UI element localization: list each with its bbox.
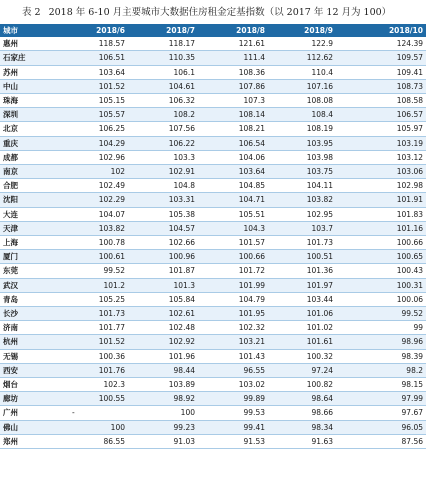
value-2018-10-cell: 103.06 <box>336 165 426 179</box>
value-2018-8-cell: 111.4 <box>198 51 268 65</box>
value-2018-10-cell: 109.41 <box>336 65 426 79</box>
city-cell: 佛山 <box>0 420 62 434</box>
caption-label: 表 2 <box>22 7 41 18</box>
value-2018-7-cell: 104.61 <box>128 79 198 93</box>
table-body <box>0 37 426 448</box>
value-2018-7-cell: 105.84 <box>128 292 198 306</box>
value-2018-10-cell: 100.66 <box>336 236 426 250</box>
value-2018-6-cell: 103.82 <box>62 221 128 235</box>
value-2018-8-cell: 107.86 <box>198 79 268 93</box>
table-row <box>0 193 426 207</box>
table-row <box>0 250 426 264</box>
value-2018-7-cell: 104.8 <box>128 179 198 193</box>
value-2018-8-cell: 108.14 <box>198 108 268 122</box>
value-2018-8-cell: 101.99 <box>198 278 268 292</box>
city-cell: 南京 <box>0 165 62 179</box>
city-cell: 石家庄 <box>0 51 62 65</box>
value-2018-8-cell: 103.21 <box>198 335 268 349</box>
value-2018-8-cell: 101.57 <box>198 236 268 250</box>
value-2018-10-cell: 100.06 <box>336 292 426 306</box>
value-2018-6-cell: 105.25 <box>62 292 128 306</box>
value-2018-7-cell: 101.87 <box>128 264 198 278</box>
value-2018-10-cell: 96.05 <box>336 420 426 434</box>
value-2018-7-cell: 107.56 <box>128 122 198 136</box>
value-2018-9-cell: 122.9 <box>268 37 336 51</box>
value-2018-7-cell: 98.92 <box>128 392 198 406</box>
value-2018-7-cell: 106.22 <box>128 136 198 150</box>
value-2018-6-cell: 99.52 <box>62 264 128 278</box>
value-2018-6-cell: 103.64 <box>62 65 128 79</box>
table-row <box>0 378 426 392</box>
table-row <box>0 349 426 363</box>
value-2018-7-cell: 103.89 <box>128 378 198 392</box>
value-2018-10-cell: 98.39 <box>336 349 426 363</box>
value-2018-9-cell: 101.73 <box>268 236 336 250</box>
value-2018-7-cell: 101.3 <box>128 278 198 292</box>
value-2018-8-cell: 99.41 <box>198 420 268 434</box>
column-header-2018-7: 2018/7 <box>128 24 198 37</box>
value-2018-9-cell: 108.19 <box>268 122 336 136</box>
value-2018-9-cell: 101.36 <box>268 264 336 278</box>
value-2018-7-cell: 98.44 <box>128 363 198 377</box>
value-2018-10-cell: 108.73 <box>336 79 426 93</box>
value-2018-8-cell: 121.61 <box>198 37 268 51</box>
table-row <box>0 37 426 51</box>
value-2018-6-cell: 101.77 <box>62 321 128 335</box>
value-2018-6-cell: 102 <box>62 165 128 179</box>
column-header-city: 城市 <box>0 24 62 37</box>
value-2018-7-cell: 102.48 <box>128 321 198 335</box>
value-2018-10-cell: 97.99 <box>336 392 426 406</box>
city-cell: 济南 <box>0 321 62 335</box>
value-2018-9-cell: 91.63 <box>268 434 336 448</box>
value-2018-10-cell: 108.58 <box>336 94 426 108</box>
value-2018-9-cell: 103.98 <box>268 150 336 164</box>
value-2018-8-cell: 99.89 <box>198 392 268 406</box>
city-cell: 郑州 <box>0 434 62 448</box>
value-2018-6-cell: 100.55 <box>62 392 128 406</box>
value-2018-7-cell: 102.92 <box>128 335 198 349</box>
value-2018-6-cell: 105.57 <box>62 108 128 122</box>
value-2018-8-cell: 103.64 <box>198 165 268 179</box>
table-row <box>0 221 426 235</box>
value-2018-9-cell: 101.61 <box>268 335 336 349</box>
table-row <box>0 179 426 193</box>
city-cell: 中山 <box>0 79 62 93</box>
value-2018-7-cell: 103.31 <box>128 193 198 207</box>
column-header-2018-6: 2018/6 <box>62 24 128 37</box>
value-2018-9-cell: 97.24 <box>268 363 336 377</box>
value-2018-6-cell: 105.15 <box>62 94 128 108</box>
value-2018-6-cell: 102.29 <box>62 193 128 207</box>
table-row <box>0 136 426 150</box>
header-row <box>0 24 426 37</box>
city-cell: 长沙 <box>0 307 62 321</box>
value-2018-6-cell: 101.2 <box>62 278 128 292</box>
table-row <box>0 392 426 406</box>
value-2018-9-cell: 102.95 <box>268 207 336 221</box>
table-caption <box>0 4 426 21</box>
value-2018-6-cell: 104.29 <box>62 136 128 150</box>
value-2018-9-cell: 98.66 <box>268 406 336 420</box>
city-cell: 惠州 <box>0 37 62 51</box>
value-2018-9-cell: 112.62 <box>268 51 336 65</box>
value-2018-9-cell: 101.02 <box>268 321 336 335</box>
value-2018-6-cell: 100.36 <box>62 349 128 363</box>
value-2018-8-cell: 103.02 <box>198 378 268 392</box>
table-row <box>0 236 426 250</box>
value-2018-8-cell: 107.3 <box>198 94 268 108</box>
city-cell: 成都 <box>0 150 62 164</box>
city-cell: 广州 <box>0 406 62 420</box>
value-2018-6-cell: 118.57 <box>62 37 128 51</box>
city-cell: 廊坊 <box>0 392 62 406</box>
table-row <box>0 150 426 164</box>
value-2018-10-cell: 97.67 <box>336 406 426 420</box>
city-cell: 厦门 <box>0 250 62 264</box>
value-2018-10-cell: 99 <box>336 321 426 335</box>
table-row <box>0 278 426 292</box>
city-cell: 沈阳 <box>0 193 62 207</box>
value-2018-8-cell: 104.71 <box>198 193 268 207</box>
value-2018-10-cell: 109.57 <box>336 51 426 65</box>
value-2018-6-cell: 102.49 <box>62 179 128 193</box>
city-cell: 天津 <box>0 221 62 235</box>
value-2018-9-cell: 98.34 <box>268 420 336 434</box>
table-row <box>0 51 426 65</box>
value-2018-6-cell: 101.52 <box>62 335 128 349</box>
column-header-2018-10: 2018/10 <box>336 24 426 37</box>
value-2018-7-cell: 102.61 <box>128 307 198 321</box>
value-2018-9-cell: 104.11 <box>268 179 336 193</box>
value-2018-8-cell: 104.79 <box>198 292 268 306</box>
table-row <box>0 434 426 448</box>
value-2018-6-cell: 101.76 <box>62 363 128 377</box>
value-2018-7-cell: 102.91 <box>128 165 198 179</box>
value-2018-7-cell: 100.96 <box>128 250 198 264</box>
table-header <box>0 24 426 37</box>
value-2018-9-cell: 103.7 <box>268 221 336 235</box>
value-2018-7-cell: 100 <box>128 406 198 420</box>
value-2018-9-cell: 100.82 <box>268 378 336 392</box>
value-2018-6-cell: 86.55 <box>62 434 128 448</box>
value-2018-10-cell: 98.2 <box>336 363 426 377</box>
value-2018-7-cell: 106.32 <box>128 94 198 108</box>
value-2018-7-cell: 101.96 <box>128 349 198 363</box>
value-2018-8-cell: 91.53 <box>198 434 268 448</box>
value-2018-8-cell: 105.51 <box>198 207 268 221</box>
city-cell: 上海 <box>0 236 62 250</box>
city-cell: 大连 <box>0 207 62 221</box>
value-2018-10-cell: 100.65 <box>336 250 426 264</box>
value-2018-9-cell: 108.4 <box>268 108 336 122</box>
value-2018-10-cell: 101.83 <box>336 207 426 221</box>
value-2018-6-cell: 106.25 <box>62 122 128 136</box>
value-2018-7-cell: 104.57 <box>128 221 198 235</box>
value-2018-7-cell: 102.66 <box>128 236 198 250</box>
value-2018-7-cell: 110.35 <box>128 51 198 65</box>
table-row <box>0 165 426 179</box>
city-cell: 东莞 <box>0 264 62 278</box>
value-2018-10-cell: 124.39 <box>336 37 426 51</box>
value-2018-9-cell: 101.97 <box>268 278 336 292</box>
value-2018-10-cell: 101.91 <box>336 193 426 207</box>
city-cell: 青岛 <box>0 292 62 306</box>
city-cell: 合肥 <box>0 179 62 193</box>
value-2018-7-cell: 106.1 <box>128 65 198 79</box>
table-row <box>0 406 426 420</box>
value-2018-8-cell: 104.85 <box>198 179 268 193</box>
city-cell: 珠海 <box>0 94 62 108</box>
value-2018-8-cell: 108.21 <box>198 122 268 136</box>
table-row <box>0 335 426 349</box>
value-2018-10-cell: 98.15 <box>336 378 426 392</box>
value-2018-8-cell: 101.95 <box>198 307 268 321</box>
value-2018-7-cell: 105.38 <box>128 207 198 221</box>
column-header-2018-8: 2018/8 <box>198 24 268 37</box>
table-row <box>0 122 426 136</box>
value-2018-8-cell: 101.43 <box>198 349 268 363</box>
value-2018-6-cell: - <box>62 406 128 420</box>
value-2018-10-cell: 102.98 <box>336 179 426 193</box>
value-2018-8-cell: 102.32 <box>198 321 268 335</box>
value-2018-6-cell: 102.3 <box>62 378 128 392</box>
value-2018-8-cell: 104.3 <box>198 221 268 235</box>
value-2018-6-cell: 104.07 <box>62 207 128 221</box>
value-2018-8-cell: 108.36 <box>198 65 268 79</box>
table-row <box>0 79 426 93</box>
value-2018-10-cell: 101.16 <box>336 221 426 235</box>
table-row <box>0 108 426 122</box>
city-cell: 无锡 <box>0 349 62 363</box>
value-2018-10-cell: 100.31 <box>336 278 426 292</box>
value-2018-9-cell: 110.4 <box>268 65 336 79</box>
value-2018-7-cell: 118.17 <box>128 37 198 51</box>
value-2018-8-cell: 101.72 <box>198 264 268 278</box>
value-2018-7-cell: 99.23 <box>128 420 198 434</box>
value-2018-9-cell: 107.16 <box>268 79 336 93</box>
value-2018-8-cell: 96.55 <box>198 363 268 377</box>
rent-index-table <box>0 24 426 449</box>
value-2018-6-cell: 100.61 <box>62 250 128 264</box>
value-2018-6-cell: 106.51 <box>62 51 128 65</box>
city-cell: 重庆 <box>0 136 62 150</box>
value-2018-6-cell: 101.73 <box>62 307 128 321</box>
value-2018-6-cell: 100.78 <box>62 236 128 250</box>
value-2018-7-cell: 108.2 <box>128 108 198 122</box>
value-2018-8-cell: 99.53 <box>198 406 268 420</box>
value-2018-10-cell: 103.12 <box>336 150 426 164</box>
table-row <box>0 264 426 278</box>
value-2018-7-cell: 91.03 <box>128 434 198 448</box>
city-cell: 深圳 <box>0 108 62 122</box>
value-2018-10-cell: 87.56 <box>336 434 426 448</box>
value-2018-9-cell: 101.06 <box>268 307 336 321</box>
column-header-2018-9: 2018/9 <box>268 24 336 37</box>
table-row <box>0 292 426 306</box>
value-2018-10-cell: 99.52 <box>336 307 426 321</box>
value-2018-10-cell: 105.97 <box>336 122 426 136</box>
value-2018-9-cell: 108.08 <box>268 94 336 108</box>
table-row <box>0 307 426 321</box>
value-2018-6-cell: 102.96 <box>62 150 128 164</box>
table-row <box>0 207 426 221</box>
value-2018-10-cell: 100.43 <box>336 264 426 278</box>
city-cell: 烟台 <box>0 378 62 392</box>
city-cell: 杭州 <box>0 335 62 349</box>
value-2018-9-cell: 103.75 <box>268 165 336 179</box>
table-row <box>0 420 426 434</box>
value-2018-9-cell: 98.64 <box>268 392 336 406</box>
value-2018-9-cell: 100.51 <box>268 250 336 264</box>
value-2018-8-cell: 106.54 <box>198 136 268 150</box>
city-cell: 武汉 <box>0 278 62 292</box>
value-2018-10-cell: 106.57 <box>336 108 426 122</box>
city-cell: 西安 <box>0 363 62 377</box>
value-2018-8-cell: 104.06 <box>198 150 268 164</box>
value-2018-6-cell: 101.52 <box>62 79 128 93</box>
city-cell: 苏州 <box>0 65 62 79</box>
value-2018-8-cell: 100.66 <box>198 250 268 264</box>
table-row <box>0 321 426 335</box>
value-2018-10-cell: 103.19 <box>336 136 426 150</box>
value-2018-9-cell: 103.82 <box>268 193 336 207</box>
value-2018-7-cell: 103.3 <box>128 150 198 164</box>
city-cell: 北京 <box>0 122 62 136</box>
value-2018-9-cell: 100.32 <box>268 349 336 363</box>
table-row <box>0 363 426 377</box>
value-2018-6-cell: 100 <box>62 420 128 434</box>
value-2018-9-cell: 103.95 <box>268 136 336 150</box>
value-2018-9-cell: 103.44 <box>268 292 336 306</box>
table-row <box>0 94 426 108</box>
value-2018-10-cell: 98.96 <box>336 335 426 349</box>
caption-text: 2018 年 6-10 月主要城市大数据住房租金定基指数（以 2017 年 12 月为 100） <box>48 7 392 18</box>
table-row <box>0 65 426 79</box>
